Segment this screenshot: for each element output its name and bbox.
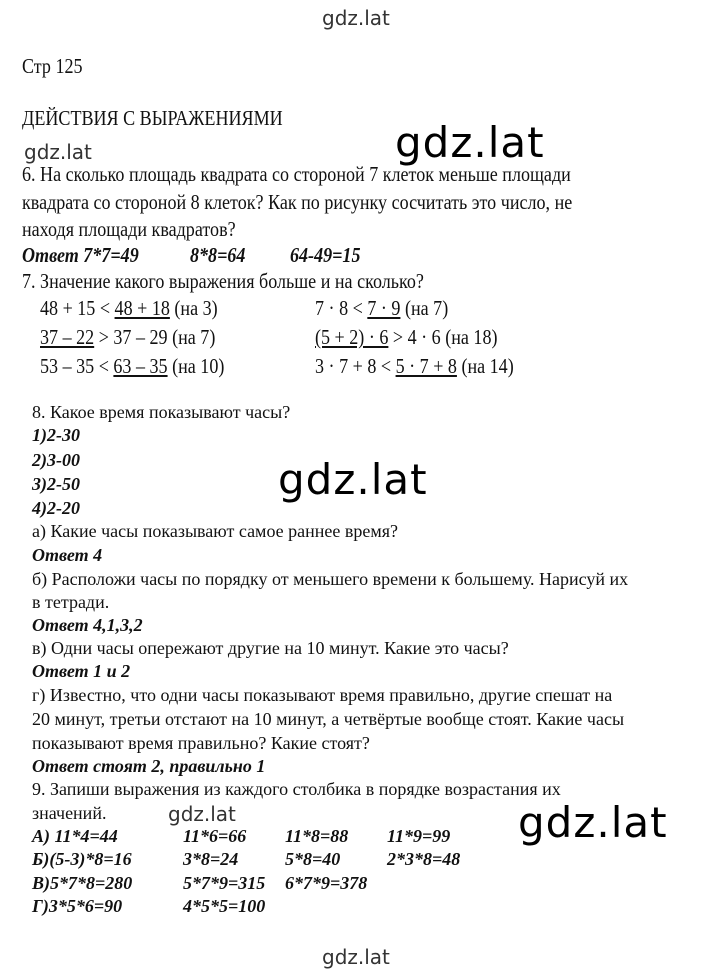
task9-row-b-col4: 2*3*8=48 [387,849,461,869]
task7-row3-left: 53 – 35 < 63 – 35 (на 10) [40,354,225,378]
task8-time-3: 3)2-50 [32,474,80,494]
task7-row1-right: 7 · 8 < 7 · 9 (на 7) [315,296,449,320]
task6-line1: 6. На сколько площадь квадрата со стороной 7 клеток меньше площади [22,162,571,186]
task8-question-c: в) Одни часы опережают другие на 10 минут. Какие это часы? [32,638,509,658]
watermark-large-1: gdz.lat [395,118,545,167]
task9-row-v-col2: 5*7*9=315 [183,873,266,893]
watermark-inline-2: gdz.lat [168,802,236,826]
task9-row-a-col2: 11*6=66 [183,826,247,846]
task6-answer-3: 64-49=15 [290,243,361,267]
task7-row2-right: (5 + 2) · 6 > 4 · 6 (на 18) [315,325,498,349]
task8-question-d-line1: г) Известно, что одни часы показывают время правильно, другие спешат на [32,685,613,705]
task9-row-a-col3: 11*8=88 [285,826,349,846]
task8-time-2: 2)3-00 [32,450,80,470]
task8-time-1: 1)2-30 [32,425,80,445]
task9-row-b-col3: 5*8=40 [285,849,341,869]
task7-title: 7. Значение какого выражения больше и на сколько? [22,269,424,293]
task8-question-d-line2: 20 минут, третьи отстают на 10 минут, а четвёртые вообще стоят. Какие часы [32,709,625,729]
task8-answer-c: Ответ 1 и 2 [32,661,131,681]
task8-answer-a: Ответ 4 [32,545,103,565]
watermark-top: gdz.lat [322,6,390,30]
task8-question-a: а) Какие часы показывают самое раннее время? [32,521,399,541]
task8-question-b-line1: б) Расположи часы по порядку от меньшего времени к большему. Нарисуй их [32,569,629,589]
task8-title: 8. Какое время показывают часы? [32,402,291,422]
task9-row-b-col2: 3*8=24 [183,849,239,869]
watermark-large-2: gdz.lat [278,455,428,504]
section-title: ДЕЙСТВИЯ С ВЫРАЖЕНИЯМИ [22,106,283,130]
page-number: Стр 125 [22,54,83,78]
task6-answer-2: 8*8=64 [190,243,246,267]
watermark-bottom: gdz.lat [322,945,390,969]
task9-row-b-col1: Б)(5-3)*8=16 [32,849,132,869]
task6-line3: находя площади квадратов? [22,217,236,241]
task7-row2-left: 37 – 22 > 37 – 29 (на 7) [40,325,216,349]
task7-row3-right: 3 · 7 + 8 < 5 · 7 + 8 (на 14) [315,354,514,378]
task9-line2: значений. [32,803,107,823]
task9-row-a-col4: 11*9=99 [387,826,451,846]
task9-line1: 9. Запиши выражения из каждого столбика в порядке возрастания их [32,779,561,799]
task8-time-4: 4)2-20 [32,498,80,518]
task9-row-g-col2: 4*5*5=100 [183,896,266,916]
task8-answer-b: Ответ 4,1,3,2 [32,615,143,635]
task9-row-v-col3: 6*7*9=378 [285,873,368,893]
task6-line2: квадрата со стороной 8 клеток? Как по рисунку сосчитать это число, не [22,190,573,214]
task8-answer-d: Ответ стоят 2, правильно 1 [32,756,266,776]
task8-question-d-line3: показывают время правильно? Какие стоят? [32,733,370,753]
task9-row-a-col1: А) 11*4=44 [32,826,118,846]
task8-question-b-line2: в тетради. [32,592,110,612]
task6-answer-1: Ответ 7*7=49 [22,243,139,267]
task9-row-g-col1: Г)3*5*6=90 [32,896,123,916]
task9-row-v-col1: В)5*7*8=280 [32,873,133,893]
watermark-large-3: gdz.lat [518,798,668,847]
task7-row1-left: 48 + 15 < 48 + 18 (на 3) [40,296,218,320]
watermark-inline: gdz.lat [24,140,92,164]
